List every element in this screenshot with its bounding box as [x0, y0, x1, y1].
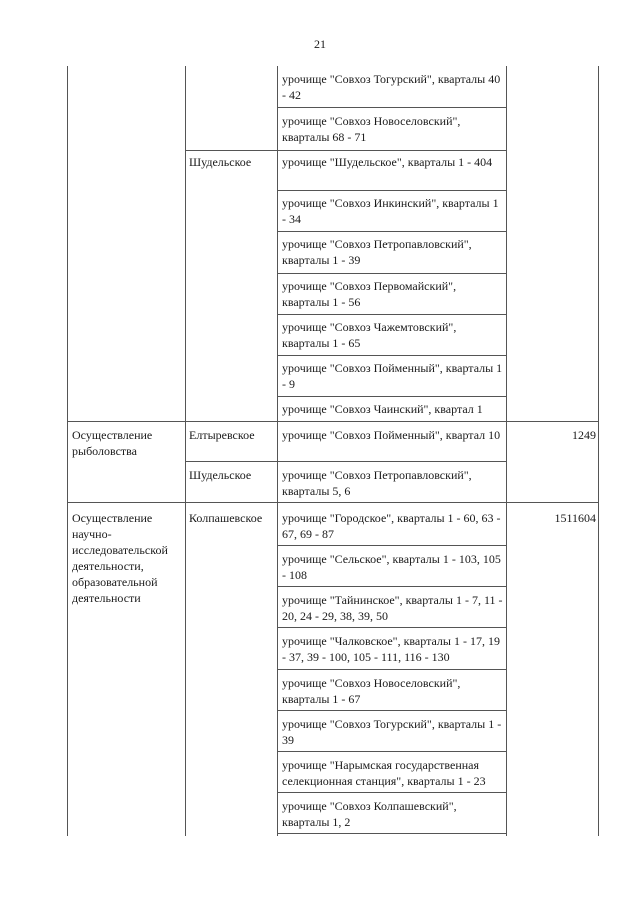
row-divider [277, 833, 507, 834]
table-cell-locality: урочище "Совхоз Петропавловский", кварталы 5, 6 [282, 468, 472, 498]
row-divider [277, 792, 507, 793]
table-cell-locality: урочище "Нарымская государственная селекционная станция", кварталы 1 - 23 [282, 758, 486, 788]
row-divider [185, 461, 507, 462]
row-divider [277, 669, 507, 670]
table-cell-locality: урочище "Совхоз Новоселовский", кварталы 1 - 67 [282, 676, 461, 706]
table-cell-locality: урочище "Совхоз Чажемтовский", кварталы 1 - 65 [282, 320, 457, 350]
section-divider [67, 421, 599, 422]
table-cell-locality: урочище "Совхоз Петропавловский", кварталы 1 - 39 [282, 237, 472, 267]
table-cell-locality: урочище "Чалковское", кварталы 1 - 17, 19 - 37, 39 - 100, 105 - 111, 116 - 130 [282, 634, 500, 664]
table-cell-purpose: Осуществление рыболовства [72, 428, 153, 458]
table-cell-locality: урочище "Тайнинское", кварталы 1 - 7, 11 - 20, 24 - 29, 38, 39, 50 [282, 593, 503, 623]
section-divider [67, 502, 599, 503]
table-cell-locality: урочище "Совхоз Пойменный", кварталы 1 - 9 [282, 361, 503, 391]
row-divider [277, 190, 507, 191]
row-divider [277, 627, 507, 628]
row-divider [185, 150, 507, 151]
table-cell-locality: урочище "Совхоз Пойменный", квартал 10 [282, 428, 501, 442]
table-divider-forestry [277, 66, 278, 836]
row-divider [277, 710, 507, 711]
table-cell-locality: урочище "Совхоз Новоселовский", кварталы 68 - 71 [282, 114, 461, 144]
table-cell-forestry: Елтыревское [189, 428, 255, 442]
row-divider [277, 396, 507, 397]
table-cell-area: 1511604 [554, 511, 596, 525]
table-cell-area: 1249 [572, 428, 596, 442]
table-cell-forestry: Колпашевское [189, 511, 263, 525]
table-cell-locality: урочище "Совхоз Тогурский", кварталы 1 - 39 [282, 717, 502, 747]
row-divider [277, 545, 507, 546]
table-cell-purpose: Осуществление научно-исследовательской деятельности, образовательной деятельности [72, 511, 168, 605]
table-cell-locality: урочище "Городское", кварталы 1 - 60, 63 - 67, 69 - 87 [282, 511, 501, 541]
table-divider-locality [506, 66, 507, 836]
row-divider [277, 107, 507, 108]
table-border-left [67, 66, 68, 836]
table-cell-locality: урочище "Совхоз Инкинский", кварталы 1 - 34 [282, 196, 499, 226]
row-divider [277, 751, 507, 752]
row-divider [277, 355, 507, 356]
table-cell-locality: урочище "Совхоз Тогурский", кварталы 40 - 42 [282, 72, 501, 102]
table-divider-purpose [185, 66, 186, 836]
page-number: 21 [314, 37, 326, 51]
table-cell-locality: урочище "Совхоз Первомайский", кварталы 1 - 56 [282, 279, 457, 309]
row-divider [277, 231, 507, 232]
table-cell-locality: урочище "Совхоз Чаинский", квартал 1 [282, 402, 483, 416]
table-border-right [598, 66, 599, 836]
table-cell-locality: урочище "Сельское", кварталы 1 - 103, 105 - 108 [282, 552, 501, 582]
row-divider [277, 273, 507, 274]
table-cell-forestry: Шудельское [189, 155, 252, 169]
table-cell-locality: урочище "Шудельское", кварталы 1 - 404 [282, 155, 493, 169]
table-cell-forestry: Шудельское [189, 468, 252, 482]
row-divider [277, 586, 507, 587]
row-divider [277, 314, 507, 315]
table-cell-locality: урочище "Совхоз Колпашевский", кварталы 1, 2 [282, 799, 457, 829]
